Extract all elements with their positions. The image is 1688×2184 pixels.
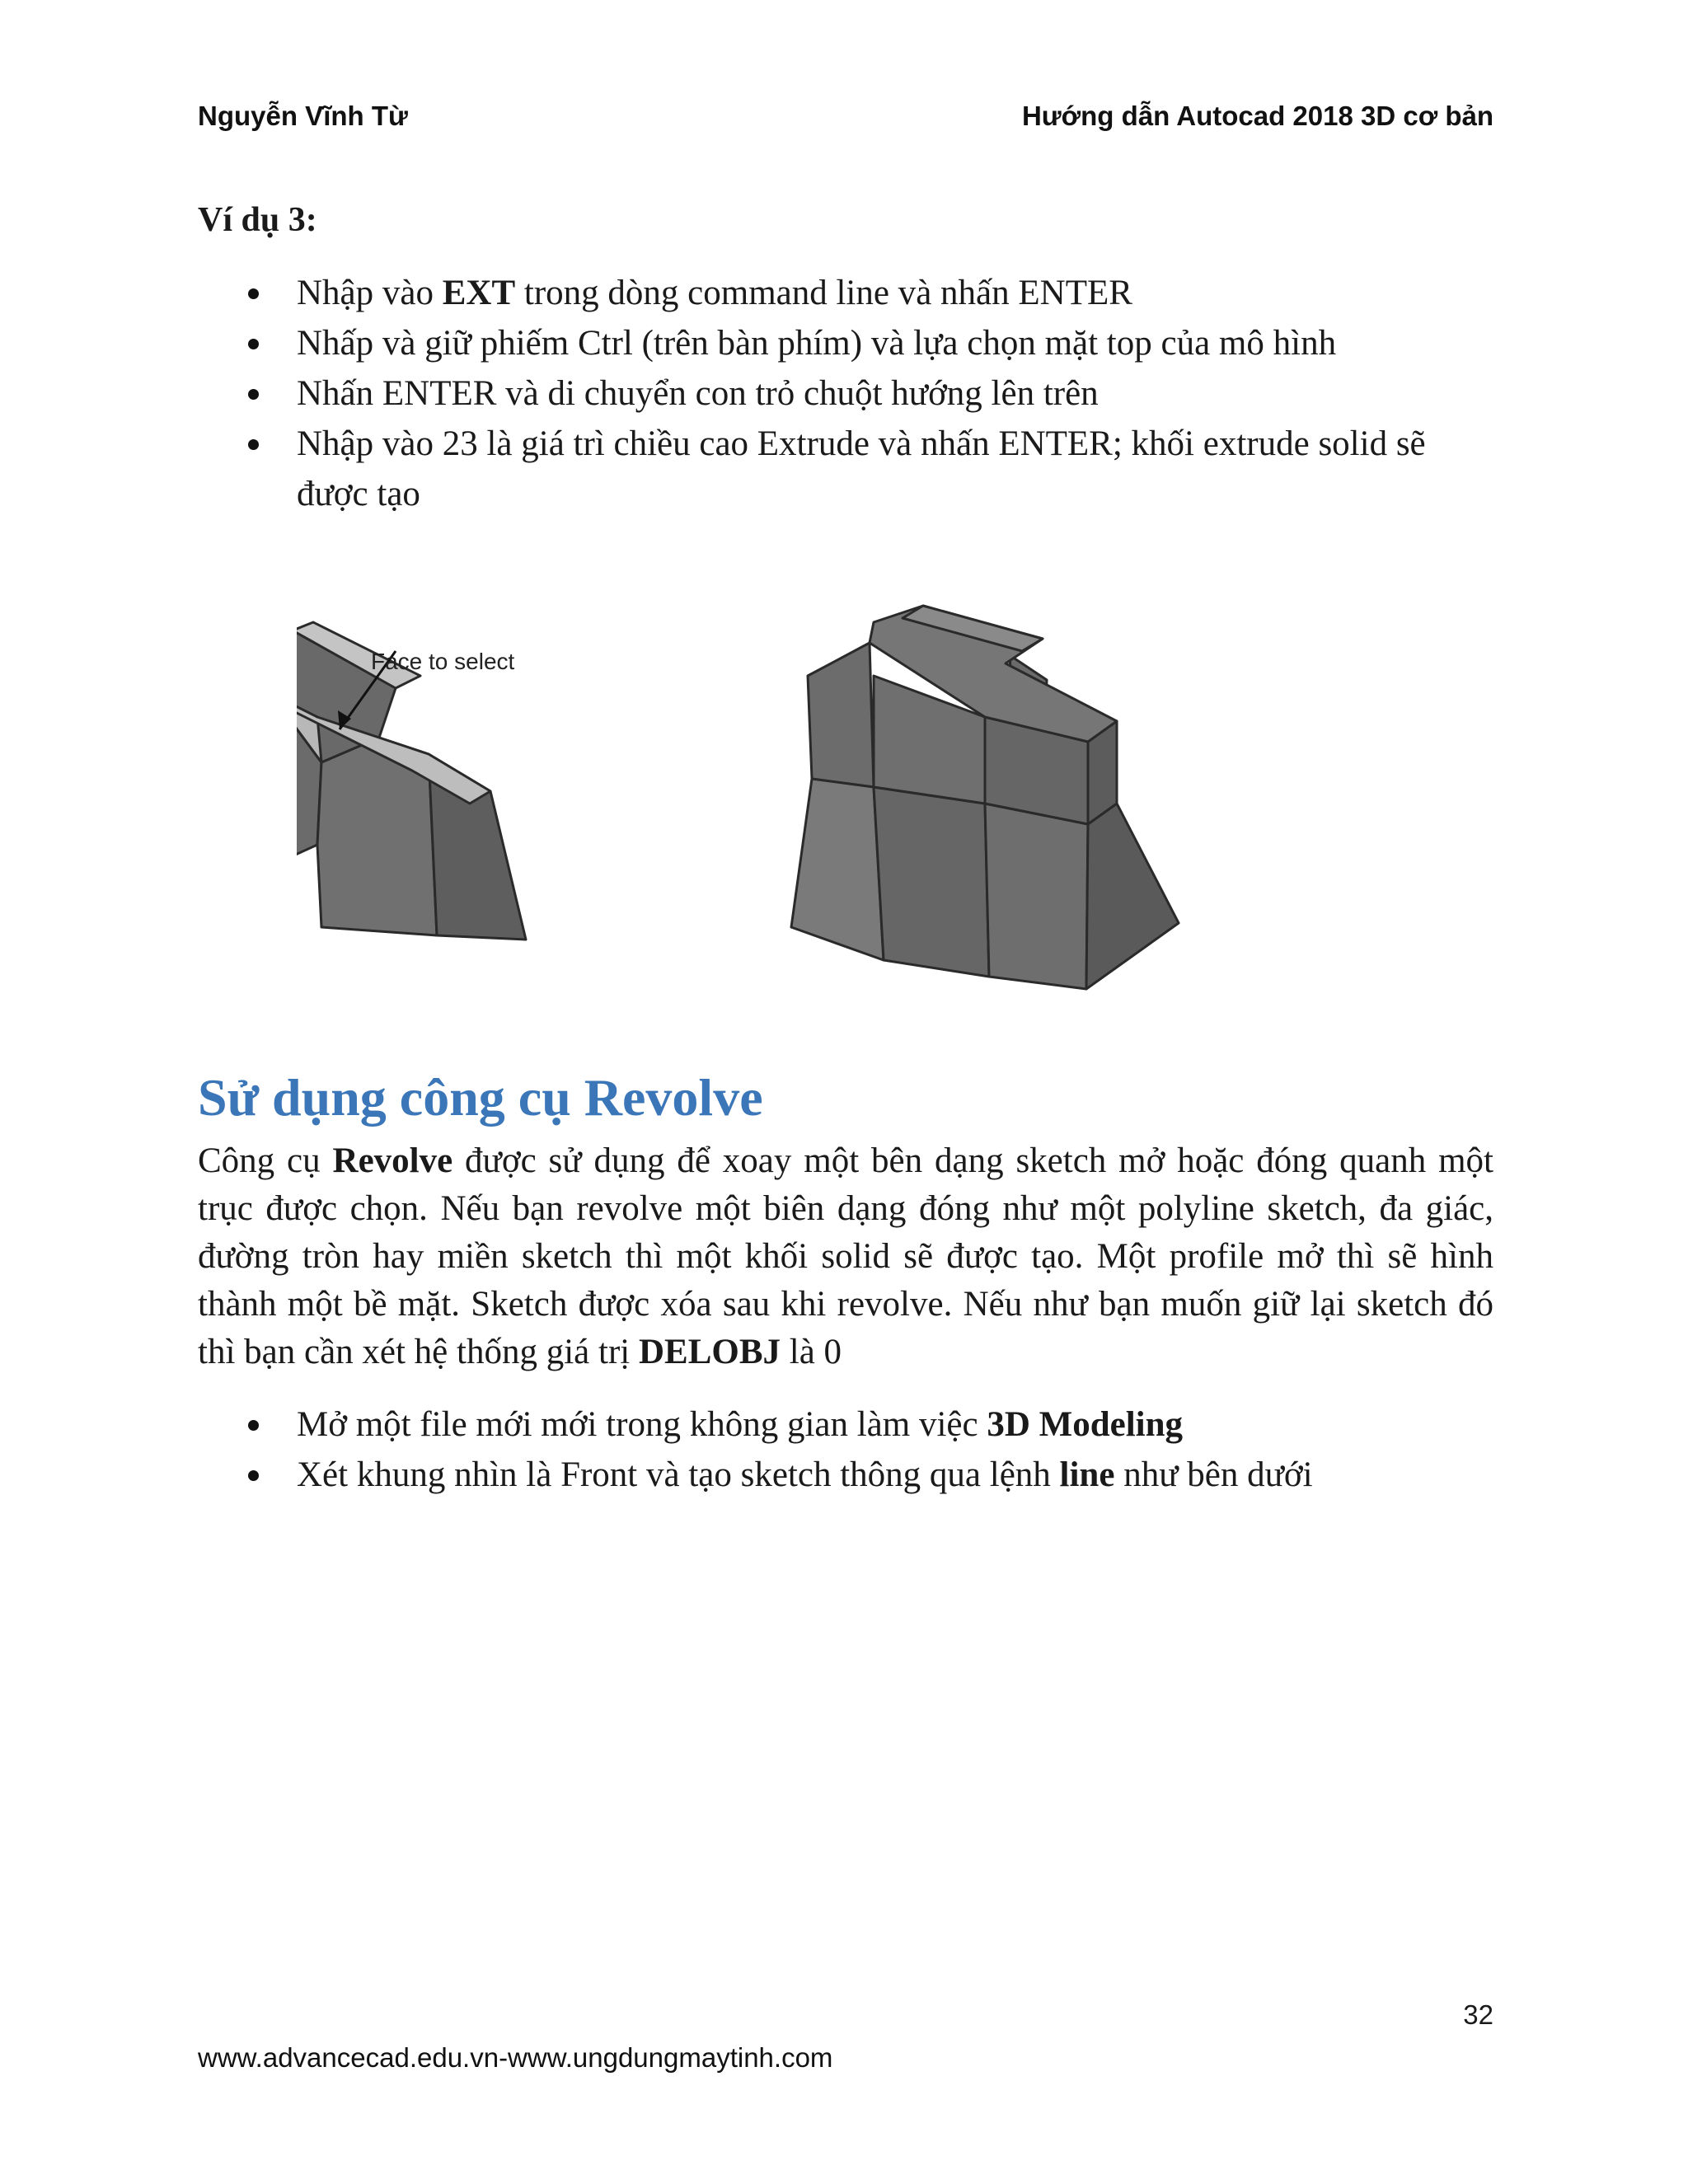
list-item: Nhập vào 23 là giá trì chiều cao Extrude và nhấn ENTER; khối extrude solid sẽ được tạo	[198, 419, 1493, 519]
list-item: Nhập vào EXT trong dòng command line và nhấn ENTER	[198, 268, 1493, 318]
callout-label: Face to select	[371, 649, 515, 674]
page-number: 32	[1463, 1999, 1493, 2030]
footer-website: www.advancecad.edu.vn-www.ungdungmaytinh.com	[198, 2042, 833, 2073]
solid-after-extrude	[791, 606, 1179, 989]
list-item: Nhấp và giữ phiếm Ctrl (trên bàn phím) và lựa chọn mặt top của mô hình	[198, 318, 1493, 368]
section-paragraph: Công cụ Revolve được sử dụng để xoay một bên dạng sketch mở hoặc đóng quanh một trục được chọn. Nếu bạn revolve một biên dạng đóng như một polyline sketch, đa giác, đường tròn hay miền sketch thì một khối solid sẽ được tạo. Một profile mở thì sẽ hình thành một bề mặt. Sketch được xóa sau khi revolve. Nếu như bạn muốn giữ lại sketch đó thì bạn cần xét hệ thống giá trị DELOBJ là 0	[198, 1141, 1493, 1371]
list-item: Mở một file mới mới trong không gian làm việc 3D Modeling	[198, 1399, 1493, 1450]
section-title: Sử dụng công cụ Revolve	[198, 1068, 763, 1127]
example-title: Ví dụ 3:	[198, 201, 317, 239]
revolve-steps-list	[198, 1399, 1493, 1500]
header-author: Nguyễn Vĩnh Từ	[198, 101, 408, 131]
header-doc-title: Hướng dẫn Autocad 2018 3D cơ bản	[1021, 101, 1493, 131]
page-header	[198, 101, 1493, 132]
example-steps-list	[198, 268, 1493, 519]
list-item: Xét khung nhìn là Front và tạo sketch thông qua lệnh line như bên dưới	[198, 1450, 1493, 1500]
list-item: Nhấn ENTER và di chuyển con trỏ chuột hướng lên trên	[198, 368, 1493, 419]
extrude-figure	[297, 593, 1368, 1055]
